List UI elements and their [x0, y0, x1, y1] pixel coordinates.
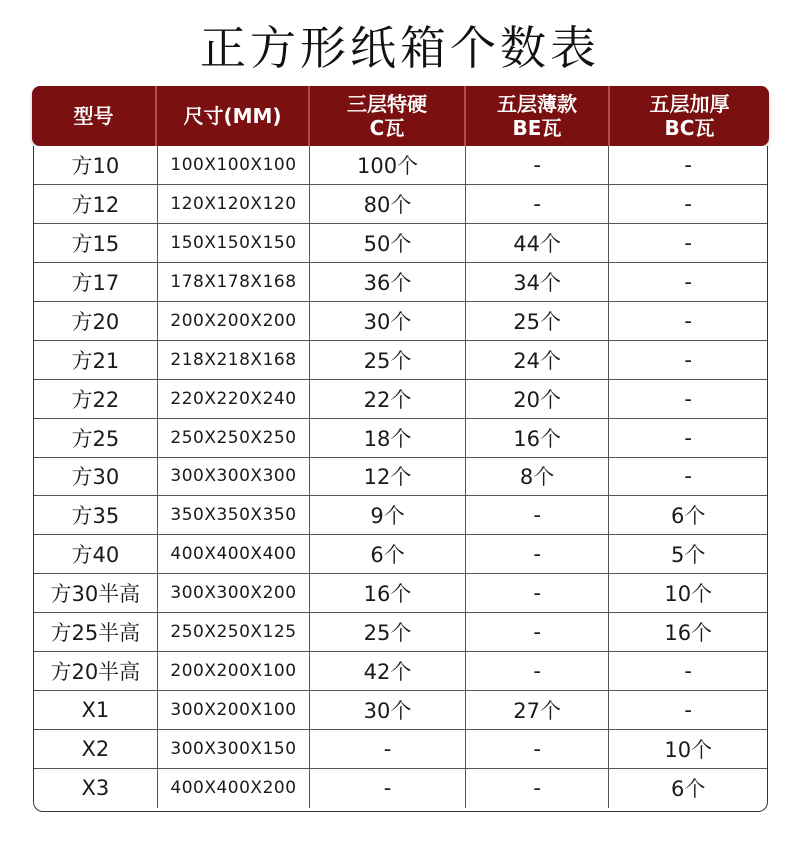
count-c-cell: 80个	[310, 185, 466, 223]
column-header-label: 五层薄款	[497, 92, 577, 116]
count-c-cell: -	[310, 730, 466, 768]
count-bc-cell: -	[684, 425, 692, 450]
count-c-cell: 36个	[310, 263, 466, 301]
column-header-label: 三层特硬	[347, 92, 427, 116]
column-header-size	[157, 86, 310, 146]
table-row	[34, 574, 767, 613]
count-be-cell: -	[466, 496, 610, 534]
count-be-cell: -	[466, 574, 610, 612]
count-bc-cell: -	[684, 269, 692, 294]
count-be-cell: -	[466, 146, 610, 184]
model-cell: 方20	[34, 302, 158, 340]
count-c-cell: 25个	[310, 341, 466, 379]
model-cell: 方25半高	[34, 613, 158, 651]
page-title: 正方形纸箱个数表	[200, 21, 600, 75]
size-cell: 220X220X240	[158, 380, 311, 418]
column-header-sublabel: C瓦	[369, 116, 405, 140]
size-cell: 300X200X100	[158, 691, 311, 729]
count-c-cell: 16个	[310, 574, 466, 612]
table-body	[33, 146, 768, 812]
table-row	[34, 185, 767, 224]
count-be-cell: -	[466, 730, 610, 768]
model-cell: 方22	[34, 380, 158, 418]
column-header-sublabel: BE瓦	[512, 116, 562, 140]
table-row	[34, 652, 767, 691]
table-row	[34, 263, 767, 302]
size-cell: 200X200X100	[158, 652, 311, 690]
model-cell: 方15	[34, 224, 158, 262]
model-cell: 方20半高	[34, 652, 158, 690]
count-be-cell: -	[466, 613, 610, 651]
size-cell: 200X200X200	[158, 302, 311, 340]
size-cell: 300X300X200	[158, 574, 311, 612]
column-header-3ply-c	[310, 86, 466, 146]
column-header-sublabel: BC瓦	[664, 116, 715, 140]
size-cell: 120X120X120	[158, 185, 311, 223]
model-cell: 方10	[34, 146, 158, 184]
size-cell: 400X400X400	[158, 535, 311, 573]
size-cell: 178X178X168	[158, 263, 311, 301]
count-bc-cell: -	[684, 308, 692, 333]
size-cell: 350X350X350	[158, 496, 311, 534]
model-cell: X1	[34, 691, 158, 729]
table-row	[34, 691, 767, 730]
count-be-cell: 27个	[466, 691, 610, 729]
table-row	[34, 496, 767, 535]
size-cell: 250X250X250	[158, 419, 311, 457]
size-cell: 300X300X150	[158, 730, 311, 768]
count-bc-cell: 5个	[671, 543, 706, 568]
model-cell: 方35	[34, 496, 158, 534]
model-cell: 方30	[34, 458, 158, 496]
count-c-cell: 22个	[310, 380, 466, 418]
count-c-cell: 12个	[310, 458, 466, 496]
model-cell: 方40	[34, 535, 158, 573]
size-cell: 218X218X168	[158, 341, 311, 379]
count-c-cell: 6个	[310, 535, 466, 573]
size-cell: 250X250X125	[158, 613, 311, 651]
count-c-cell: 25个	[310, 613, 466, 651]
count-be-cell: 8个	[466, 458, 610, 496]
count-be-cell: 20个	[466, 380, 610, 418]
count-c-cell: 30个	[310, 691, 466, 729]
count-bc-cell: -	[684, 698, 692, 723]
column-header-model	[32, 86, 157, 146]
size-cell: 100X100X100	[158, 146, 311, 184]
count-c-cell: 18个	[310, 419, 466, 457]
count-be-cell: 44个	[466, 224, 610, 262]
model-cell: 方21	[34, 341, 158, 379]
count-c-cell: 50个	[310, 224, 466, 262]
column-header-label: 型号	[73, 104, 114, 128]
column-header-5ply-be	[466, 86, 610, 146]
count-be-cell: 16个	[466, 419, 610, 457]
table-row	[34, 146, 767, 185]
column-header-label: 尺寸(MM)	[183, 104, 282, 128]
column-header-label: 五层加厚	[649, 92, 730, 116]
count-be-cell: 25个	[466, 302, 610, 340]
table-row	[34, 458, 767, 497]
model-cell: 方25	[34, 419, 158, 457]
table-row	[34, 769, 767, 808]
size-cell: 300X300X300	[158, 458, 311, 496]
count-bc-cell: -	[684, 152, 692, 177]
count-bc-cell: -	[684, 386, 692, 411]
count-bc-cell: 6个	[671, 504, 706, 529]
model-cell: X3	[34, 769, 158, 808]
table-row	[34, 224, 767, 263]
table-row	[34, 730, 767, 769]
count-bc-cell: -	[684, 191, 692, 216]
count-be-cell: -	[466, 652, 610, 690]
count-bc-cell: 16个	[664, 621, 713, 646]
count-bc-cell: 10个	[664, 738, 713, 763]
count-be-cell: -	[466, 185, 610, 223]
count-bc-cell: 6个	[671, 777, 706, 802]
count-bc-cell: -	[684, 230, 692, 255]
count-bc-cell: -	[684, 464, 692, 489]
size-cell: 400X400X200	[158, 769, 311, 808]
table-row	[34, 341, 767, 380]
count-c-cell: 42个	[310, 652, 466, 690]
table-row	[34, 380, 767, 419]
count-be-cell: -	[466, 535, 610, 573]
count-c-cell: -	[310, 769, 466, 808]
table-row	[34, 419, 767, 458]
size-cell: 150X150X150	[158, 224, 311, 262]
count-c-cell: 9个	[310, 496, 466, 534]
count-bc-cell: 10个	[664, 582, 713, 607]
table-row	[34, 535, 767, 574]
count-bc-cell: -	[684, 347, 692, 372]
model-cell: 方30半高	[34, 574, 158, 612]
table-row	[34, 613, 767, 652]
count-c-cell: 100个	[310, 146, 466, 184]
count-c-cell: 30个	[310, 302, 466, 340]
count-bc-cell: -	[684, 659, 692, 684]
column-header-5ply-bc	[610, 86, 769, 146]
count-be-cell: 24个	[466, 341, 610, 379]
model-cell: 方17	[34, 263, 158, 301]
model-cell: X2	[34, 730, 158, 768]
count-be-cell: 34个	[466, 263, 610, 301]
count-be-cell: -	[466, 769, 610, 808]
model-cell: 方12	[34, 185, 158, 223]
table-header	[32, 86, 769, 146]
table-row	[34, 302, 767, 341]
